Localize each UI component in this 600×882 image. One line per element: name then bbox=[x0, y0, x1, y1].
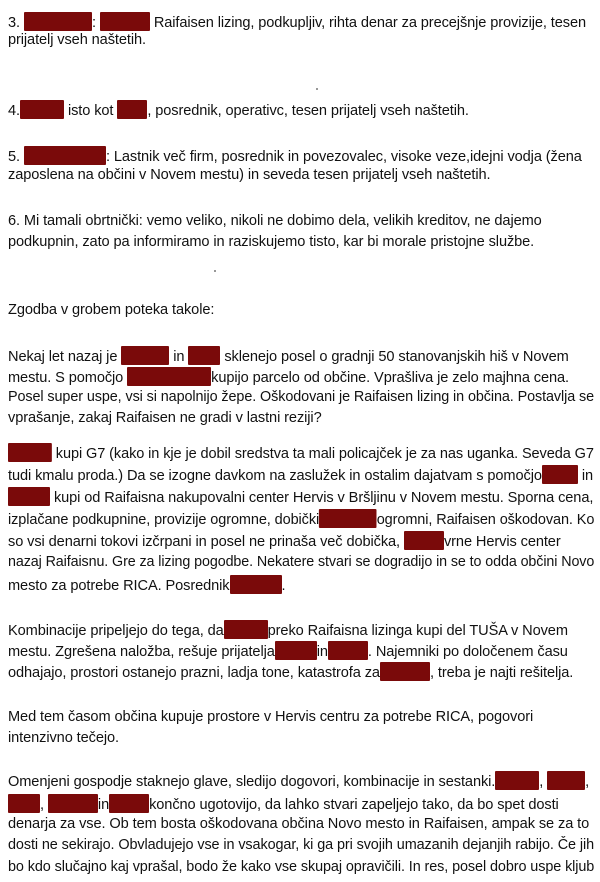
paragraph-9-line-1 bbox=[8, 620, 568, 640]
redaction bbox=[8, 794, 40, 813]
redaction bbox=[48, 794, 98, 813]
paragraph-8-line-5 bbox=[8, 531, 561, 551]
paragraph-6-line-1: 6. Mi tamali obrtnički: vemo veliko, nikoli ne dobimo dela, velikih kreditov, ne dajemo bbox=[8, 213, 542, 229]
redaction bbox=[547, 771, 585, 790]
text: Nekaj let nazaj je bbox=[8, 349, 122, 365]
text: in bbox=[169, 349, 189, 365]
text: so vsi denarni tokovi izčrpani in posel ne prinaša več dobička, bbox=[8, 534, 404, 550]
text: . Najemniki po določenem času bbox=[367, 644, 568, 660]
text: Kombinacije pripeljejo do tega, da bbox=[8, 623, 224, 639]
redaction bbox=[8, 487, 50, 506]
redaction bbox=[100, 12, 150, 31]
text: in bbox=[577, 468, 593, 484]
paragraph-11-line-4: dosti ne sekirajo. Obvladujejo vse in vsakogar, ki ga pri svojih umazanih dejanjih rabijo. Če jih bbox=[8, 837, 595, 853]
text: , posrednik, operativc, tesen prijatelj vseh naštetih. bbox=[147, 103, 469, 119]
redaction bbox=[230, 575, 282, 594]
paragraph-8-line-1 bbox=[8, 443, 594, 463]
text: vrne Hervis center bbox=[443, 534, 561, 550]
redaction bbox=[224, 620, 268, 639]
redaction bbox=[275, 641, 317, 660]
redaction bbox=[127, 367, 211, 386]
text: . bbox=[281, 578, 286, 594]
paragraph-3-line-2: prijatelj vseh naštetih. bbox=[8, 32, 146, 48]
paragraph-4-line-1 bbox=[8, 100, 469, 120]
redaction bbox=[109, 794, 149, 813]
text: mestu. Zgrešena naložba, rešuje prijatelja bbox=[8, 644, 275, 660]
paragraph-9-line-2 bbox=[8, 641, 568, 661]
text: isto kot bbox=[63, 103, 118, 119]
paragraph-7-line-2 bbox=[8, 367, 569, 387]
redaction bbox=[188, 346, 220, 365]
text: in bbox=[97, 797, 110, 813]
paragraph-7-line-1 bbox=[8, 346, 569, 366]
paragraph-5-line-1 bbox=[8, 146, 582, 166]
text: kupi G7 (kako in kje je dobil sredstva ta mali policajček je za nas uganka. Seveda G7 bbox=[51, 446, 594, 462]
text: 4. bbox=[8, 103, 20, 119]
text: izplačane podkupnine, provizije ogromne, dobički bbox=[8, 512, 320, 528]
text: Raifaisen lizing, podkupljiv, rihta denar za precejšnje provizije, tesen bbox=[149, 15, 587, 31]
text: , bbox=[539, 774, 548, 790]
redaction bbox=[542, 465, 578, 484]
text: preko Raifaisna lizinga kupi del TUŠA v Novem bbox=[267, 623, 568, 639]
paragraph-5-line-2: zaposlena na občini v Novem mestu) in seveda tesen prijatelj vseh naštetih. bbox=[8, 167, 491, 183]
text: mestu. S pomočjo bbox=[8, 370, 128, 386]
redaction bbox=[117, 100, 147, 119]
paragraph-10-line-1: Med tem časom občina kupuje prostore v Hervis centru za potrebe RICA, pogovori bbox=[8, 709, 534, 725]
redaction bbox=[20, 100, 64, 119]
text: mesto za potrebe RICA. Posrednik bbox=[8, 578, 230, 594]
text: , bbox=[585, 774, 590, 790]
paragraph-6-line-2: podkupnin, zato pa informiramo in raziskujemo tisto, kar bi morale pristojne službe. bbox=[8, 234, 535, 250]
redaction bbox=[495, 771, 539, 790]
text: kupi od Raifaisna nakupovalni center Hervis v Bršljinu v Novem mestu. Sporna cena, bbox=[50, 490, 594, 506]
text: , bbox=[40, 797, 48, 813]
paragraph-11-line-3: denarja za vse. Ob tem bosta oškodovana občina Novo mesto in Raifaisen, ampak se za to bbox=[8, 816, 590, 832]
text: tudi kmalu proda.) Da se izogne davkom na zaslužek in ostalim dajatvam s pomočjo bbox=[8, 468, 542, 484]
scan-speck bbox=[214, 270, 216, 272]
text: Omenjeni gospodje staknejo glave, sledijo dogovori, kombinacije in sestanki. bbox=[8, 774, 496, 790]
paragraph-8-line-4 bbox=[8, 509, 594, 529]
redaction bbox=[24, 146, 106, 165]
story-intro: Zgodba v grobem poteka takole: bbox=[8, 302, 215, 318]
text: kupijo parcelo od občine. Vprašliva je zelo majhna cena. bbox=[211, 370, 569, 386]
text: odhajajo, prostori ostanejo prazni, ladja tone, katastrofa za bbox=[8, 665, 380, 681]
text: ogromni, Raifaisen oškodovan. Ko bbox=[376, 512, 595, 528]
text: 5. bbox=[8, 149, 24, 165]
text: , treba je najti rešitelja. bbox=[429, 665, 574, 681]
redaction bbox=[404, 531, 444, 550]
paragraph-8-line-7 bbox=[8, 575, 285, 595]
paragraph-8-line-6: nazaj Raifaisnu. Gre za lizing pogodbe. Nekatere stvari se dogradijo in se to odda občini Novo bbox=[8, 554, 595, 570]
text: in bbox=[316, 644, 328, 660]
text: končno ugotovijo, da lahko stvari zapeljejo tako, da bo spet dosti bbox=[149, 797, 559, 813]
paragraph-3-line-1 bbox=[8, 12, 586, 32]
redaction bbox=[24, 12, 92, 31]
paragraph-11-line-1 bbox=[8, 771, 589, 791]
paragraph-7-line-4: vprašanje, zakaj Raifaisen ne gradi v lastni reziji? bbox=[8, 410, 322, 426]
redaction bbox=[319, 509, 377, 528]
scan-speck bbox=[316, 88, 318, 90]
redaction bbox=[380, 662, 430, 681]
redaction bbox=[8, 443, 52, 462]
paragraph-11-line-5: bo kdo slučajno kaj vprašal, bodo že kako vse skupaj opravičili. In res, posel dobro uspe kljub bbox=[8, 859, 595, 875]
text: : Lastnik več firm, posrednik in povezovalec, visoke veze,idejni vodja (žena bbox=[105, 149, 582, 165]
paragraph-11-line-2 bbox=[8, 794, 559, 814]
text: 3. bbox=[8, 15, 24, 31]
redaction bbox=[121, 346, 169, 365]
paragraph-7-line-3: Posel super uspe, vsi si napolnijo žepe. Oškodovani je Raifaisen lizing in občina. Postavlja se bbox=[8, 389, 595, 405]
text: sklenejo posel o gradnji 50 stanovanjskih hiš v Novem bbox=[220, 349, 569, 365]
redaction bbox=[328, 641, 368, 660]
text: : bbox=[91, 15, 100, 31]
paragraph-10-line-2: intenzivno tečejo. bbox=[8, 730, 119, 746]
paragraph-9-line-3 bbox=[8, 662, 573, 682]
paragraph-8-line-3 bbox=[8, 487, 593, 507]
paragraph-8-line-2 bbox=[8, 465, 593, 485]
